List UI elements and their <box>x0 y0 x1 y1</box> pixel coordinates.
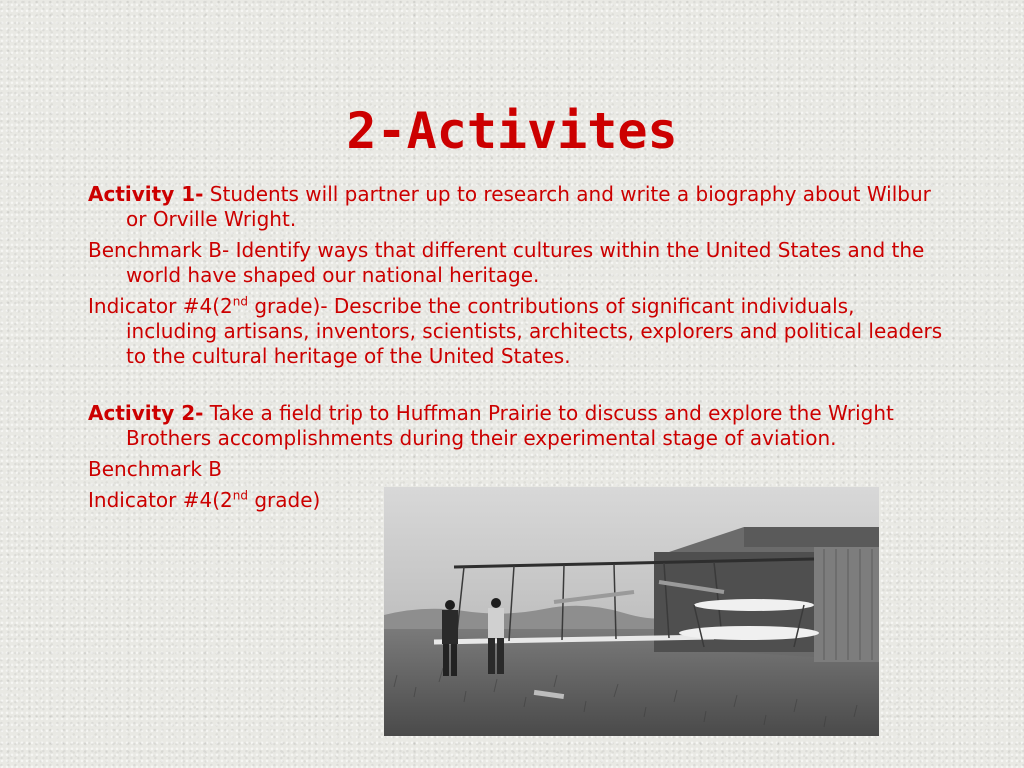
activity-2-paragraph <box>88 401 948 451</box>
activity-1-paragraph <box>88 182 948 232</box>
indicator-2-superscript: nd <box>232 488 248 503</box>
activity-1-text: Students will partner up to research and write a biography about Wilbur or Orville Wright. <box>126 182 931 231</box>
slide-body <box>88 182 948 519</box>
wright-glider-photo-illustration <box>384 487 879 736</box>
activity-1-label: Activity 1- <box>88 182 204 206</box>
benchmark-1-paragraph: Benchmark B- Identify ways that different cultures within the United States and the world have shaped our national heritage. <box>88 238 925 287</box>
indicator-2-prefix: Indicator #4(2 <box>88 488 233 512</box>
wright-glider-photo <box>384 487 879 736</box>
activity-2-text: Take a field trip to Huffman Prairie to discuss and explore the Wright Brothers accomplishments during their experimental stage of aviation. <box>126 401 894 450</box>
activity-2-label: Activity 2- <box>88 401 204 425</box>
benchmark-2-paragraph: Benchmark B <box>88 457 222 481</box>
indicator-1-superscript: nd <box>232 294 248 309</box>
indicator-1-prefix: Indicator #4(2 <box>88 294 233 318</box>
slide-title: 2-Activites <box>346 102 678 160</box>
indicator-1-paragraph <box>88 294 948 369</box>
indicator-2-suffix: grade) <box>247 488 321 512</box>
indicator-1-suffix: grade)- Describe the contributions of significant individuals, including artisans, inventors, scientists, architects, explorers and political leaders to the cultural heritage of the United States. <box>126 294 943 368</box>
photo-hangar <box>654 527 879 662</box>
